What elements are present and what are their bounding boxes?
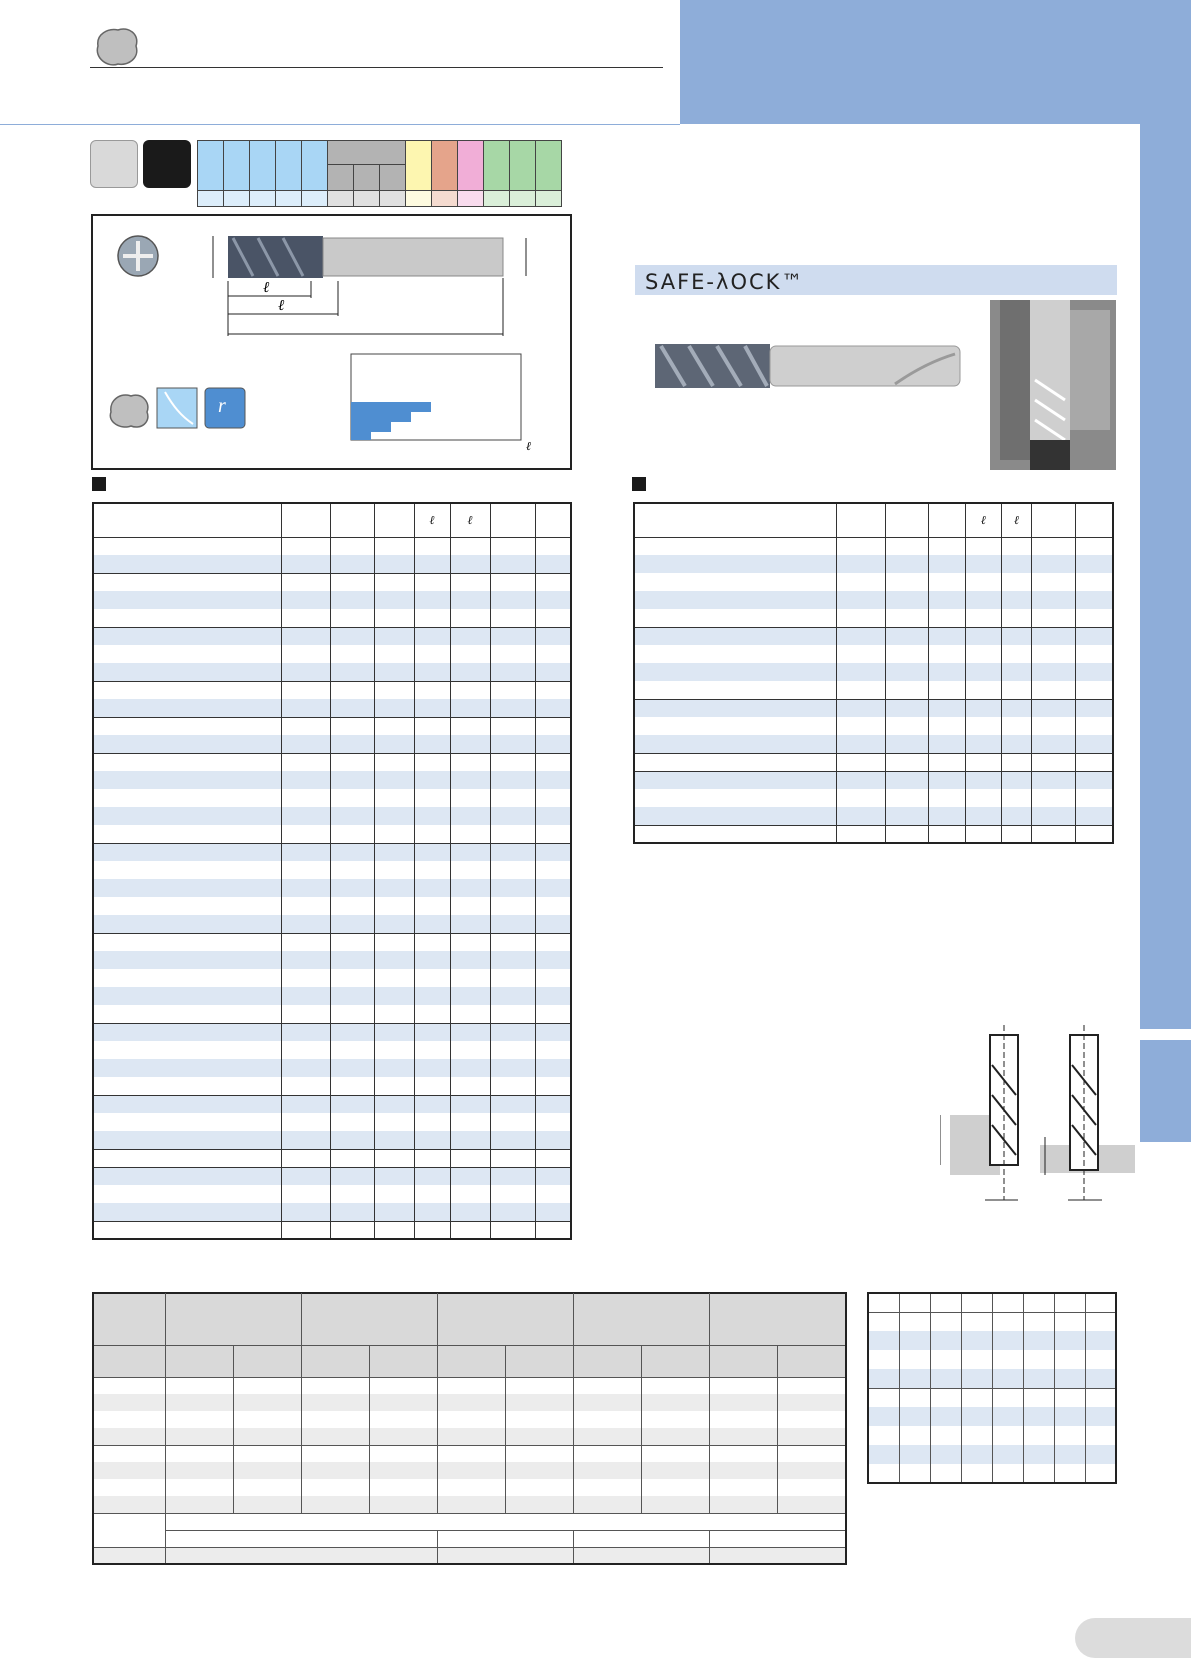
material-grid [197, 140, 562, 207]
section-marker-right [632, 477, 646, 491]
chuck-cutaway-photo [990, 300, 1116, 470]
header-rule [90, 67, 663, 68]
side-tab[interactable] [1140, 1040, 1191, 1142]
side-band [1140, 124, 1191, 1029]
header-flute-length-symbol: ℓ [965, 503, 1001, 537]
graph-axis-label: ℓ [526, 439, 531, 453]
header-neck-length-symbol: ℓ [1001, 503, 1031, 537]
spec-table-left [92, 502, 572, 1240]
end-mill-drawing [93, 216, 570, 468]
four-flute-icon [88, 22, 146, 70]
section-marker-left [92, 477, 106, 491]
end-mill-photo [655, 340, 965, 392]
spec-table-right [633, 502, 1114, 844]
cutting-conditions-table [92, 1292, 847, 1565]
svg-text:r: r [218, 395, 226, 417]
page-number-tab [1075, 1618, 1191, 1658]
depth-table [867, 1292, 1117, 1484]
safelock-logo-text: SAFE-λOCK™ [645, 270, 805, 294]
header-divider [0, 124, 680, 125]
cutting-diagram [940, 1025, 1135, 1210]
header-band [680, 0, 1191, 124]
coating-badge-gray [90, 140, 138, 188]
tool-drawing-box [91, 214, 572, 470]
coating-badge-black [143, 140, 191, 188]
dim-label-neck: ℓ [278, 298, 285, 314]
dim-label-flute: ℓ [263, 280, 270, 296]
header-flute-length-symbol: ℓ [414, 503, 450, 537]
header-neck-length-symbol: ℓ [450, 503, 490, 537]
